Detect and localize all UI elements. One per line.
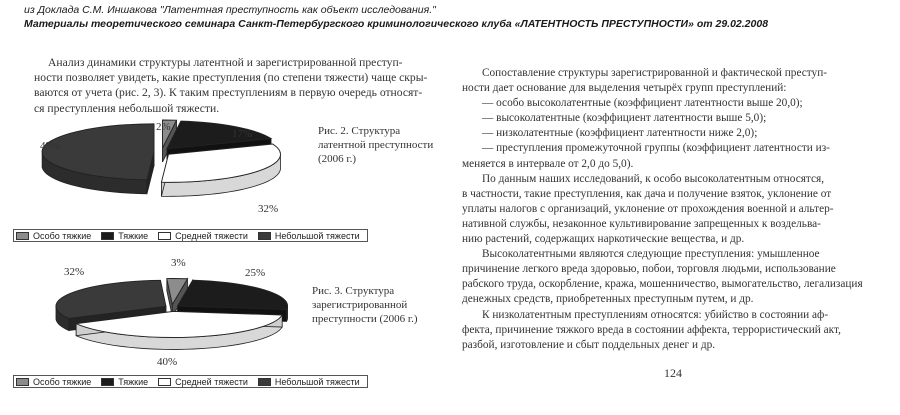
header-source-line: из Доклада С.М. Иншакова "Латентная преступность как объект исследования." xyxy=(24,4,436,16)
legend-swatch xyxy=(258,232,271,240)
pie2-label-grave: 17% xyxy=(232,128,253,140)
fig2-caption-line: латентной преступности xyxy=(318,139,434,151)
legend-swatch xyxy=(101,232,114,240)
legend-item-medium xyxy=(158,377,248,387)
legend-swatch xyxy=(101,378,114,386)
legend-item-especially-grave xyxy=(16,231,91,241)
legend-swatch xyxy=(258,378,271,386)
legend-label: Средней тяжести xyxy=(175,376,248,387)
left-paragraph-line: ся преступления небольшой тяжести. xyxy=(34,101,220,115)
legend-label: Небольшой тяжести xyxy=(274,230,360,241)
right-text-line: меняется в интервале от 2,0 до 5,0). xyxy=(462,157,634,170)
right-text-line: нативной службы, незаконное культивирование запрещенных к воздельва- xyxy=(462,217,821,230)
fig2-legend xyxy=(13,229,368,242)
legend-swatch xyxy=(158,378,171,386)
right-text-line: Высоколатентными являются следующие преступления: умышленное xyxy=(482,248,820,261)
header-seminar-line: Материалы теоретического семинара Санкт-Петербургского криминологического клуба «ЛАТЕНТНОСТЬ ПРЕСТУПНОСТИ» от 29.02.2008 xyxy=(24,18,769,30)
right-text-line: — низколатентные (коэффициент латентности ниже 2,0); xyxy=(482,127,758,140)
right-text-line: — преступления промежуточной группы (коэффициент латентности из- xyxy=(482,142,830,155)
fig2-caption-line: Рис. 2. Структура xyxy=(318,125,401,137)
right-text-line: фекта, причинение тяжкого вреда в состоянии аффекта, террористический акт, xyxy=(462,323,841,336)
fig3-caption-line: зарегистрированной xyxy=(312,299,408,311)
right-text-line: К низколатентным преступлениям относятся: убийство в состоянии аф- xyxy=(482,308,829,321)
legend-item-minor xyxy=(258,377,360,387)
right-text-line: в частности, такие преступления, как дача и получение взяток, уклонение от xyxy=(462,187,832,200)
legend-item-grave xyxy=(101,231,148,241)
pie-slice-minor xyxy=(42,124,154,194)
legend-label: Средней тяжести xyxy=(175,230,248,241)
left-paragraph xyxy=(34,55,444,116)
pie3-label-medium: 40% xyxy=(157,356,178,368)
right-text-line: — высоколатентные (коэффициент латентности выше 5,0); xyxy=(482,112,767,125)
fig2-caption-line: (2006 г.) xyxy=(318,153,357,165)
legend-item-medium xyxy=(158,231,248,241)
left-paragraph-line: ваются от учета (рис. 2, 3). К таким преступлениям в первую очередь относят- xyxy=(34,86,423,100)
right-text-line: ности дает основание для выделения четырёх групп преступлений: xyxy=(462,82,787,95)
right-text-line: причинение легкого вреда здоровью, побои, торговля людьми, использование xyxy=(462,263,836,276)
page-number: 124 xyxy=(664,366,682,380)
right-text-line: Сопоставление структуры зарегистрированной и фактической преступ- xyxy=(482,67,828,79)
legend-swatch xyxy=(158,232,171,240)
right-text-line: уплаты налогов с организаций, уклонение от прохождения военной и альтер- xyxy=(462,202,834,215)
legend-swatch xyxy=(16,232,29,240)
right-text-line: разбой, изготовление и сбыт поддельных денег и др. xyxy=(462,338,716,351)
legend-label: Тяжкие xyxy=(118,230,149,241)
fig3-legend xyxy=(13,375,368,388)
right-text-line: рабского труда, оскорбление, кража, мошенничество, вымогательство, легализация xyxy=(462,278,863,291)
legend-item-grave xyxy=(101,377,148,387)
legend-swatch xyxy=(16,378,29,386)
legend-label: Особо тяжкие xyxy=(33,230,92,241)
right-text-line: денежных средств, приобретенных преступным путем, и др. xyxy=(462,293,754,306)
legend-item-especially-grave xyxy=(16,377,91,387)
right-column-text xyxy=(462,66,892,353)
legend-label: Небольшой тяжести xyxy=(274,376,360,387)
right-text-line: нию растений, содержащих наркотические вещества, и др. xyxy=(462,233,745,246)
fig3-caption xyxy=(312,284,418,326)
legend-label: Тяжкие xyxy=(118,376,149,387)
left-paragraph-line: ности позволяет увидеть, какие преступления (по степени тяжести) чаще скры- xyxy=(34,71,428,85)
pie2-label-medium: 32% xyxy=(258,203,279,215)
left-paragraph-line: Анализ динамики структуры латентной и зарегистрированной преступ- xyxy=(48,56,403,69)
fig2-caption xyxy=(318,124,433,166)
fig3-caption-line: преступности (2006 г.) xyxy=(312,313,418,325)
legend-item-minor xyxy=(258,231,360,241)
pie2-label-minor: 49% xyxy=(40,140,61,152)
right-text-line: — особо высоколатентные (коэффициент латентности выше 20,0); xyxy=(482,97,803,110)
legend-label: Особо тяжкие xyxy=(33,376,92,387)
pie-slice-top xyxy=(178,280,288,309)
fig3-caption-line: Рис. 3. Структура xyxy=(312,285,395,297)
right-text-line: По данным наших исследований, к особо высоколатентным относятся, xyxy=(482,172,825,185)
pie3-label-grave: 25% xyxy=(245,267,266,279)
pie3-label-especially-grave: 3% xyxy=(171,257,186,269)
pie2-label-especially-grave: 2% xyxy=(156,121,171,133)
pie3-label-minor: 32% xyxy=(64,266,85,278)
